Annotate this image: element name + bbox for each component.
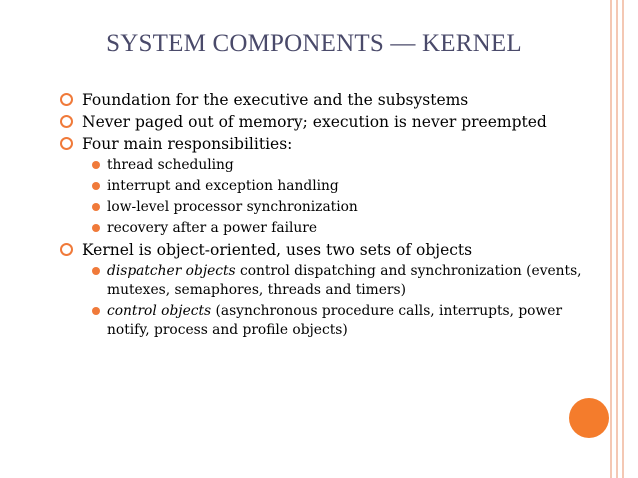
bullet-item: [60, 112, 600, 133]
sub-bullet-item: [60, 302, 600, 340]
dot-bullet-icon: [92, 267, 100, 275]
bullet-item: [60, 240, 600, 261]
ring-bullet-icon: [60, 137, 73, 150]
bullet-item: [60, 90, 600, 111]
dot-bullet-icon: [92, 182, 100, 190]
sub-bullet-item: [60, 262, 600, 300]
slide-title: SYSTEM COMPONENTS — KERNEL: [106, 30, 522, 57]
sub-bullet-item: [60, 219, 600, 238]
decorative-circle: [569, 398, 609, 438]
sub-bullet-emphasis: dispatcher objects: [107, 263, 236, 279]
dot-bullet-icon: [92, 307, 100, 315]
sub-bullet-item: [60, 198, 600, 217]
sub-bullet-list: [60, 262, 600, 340]
right-border-line: [622, 0, 624, 478]
sub-bullet-text: recovery after a power failure: [107, 220, 318, 236]
ring-bullet-icon: [60, 115, 73, 128]
bullet-text: Never paged out of memory; execution is never preempted: [82, 113, 547, 131]
sub-bullet-text: interrupt and exception handling: [107, 178, 339, 194]
sub-bullet-item: [60, 177, 600, 196]
sub-bullet-text: (asynchronous procedure calls, interrupts, power notify, process and profile objects): [107, 303, 563, 338]
bullet-text: Foundation for the executive and the subsystems: [82, 91, 469, 109]
bullet-item: [60, 134, 600, 155]
sub-bullet-text: low-level processor synchronization: [107, 199, 358, 215]
ring-bullet-icon: [60, 243, 73, 256]
bullet-text: Kernel is object-oriented, uses two sets of objects: [82, 241, 473, 259]
dot-bullet-icon: [92, 161, 100, 169]
right-border-line: [616, 0, 618, 478]
sub-bullet-emphasis: control objects: [107, 303, 212, 319]
dot-bullet-icon: [92, 203, 100, 211]
ring-bullet-icon: [60, 93, 73, 106]
sub-bullet-item: [60, 156, 600, 175]
right-border-line: [610, 0, 612, 478]
sub-bullet-text: thread scheduling: [107, 157, 234, 173]
sub-bullet-text: control dispatching and synchronization (events, mutexes, semaphores, threads and timers): [107, 263, 582, 298]
bullet-list: [60, 90, 600, 342]
bullet-text: Four main responsibilities:: [82, 135, 293, 153]
dot-bullet-icon: [92, 224, 100, 232]
sub-bullet-list: [60, 156, 600, 238]
